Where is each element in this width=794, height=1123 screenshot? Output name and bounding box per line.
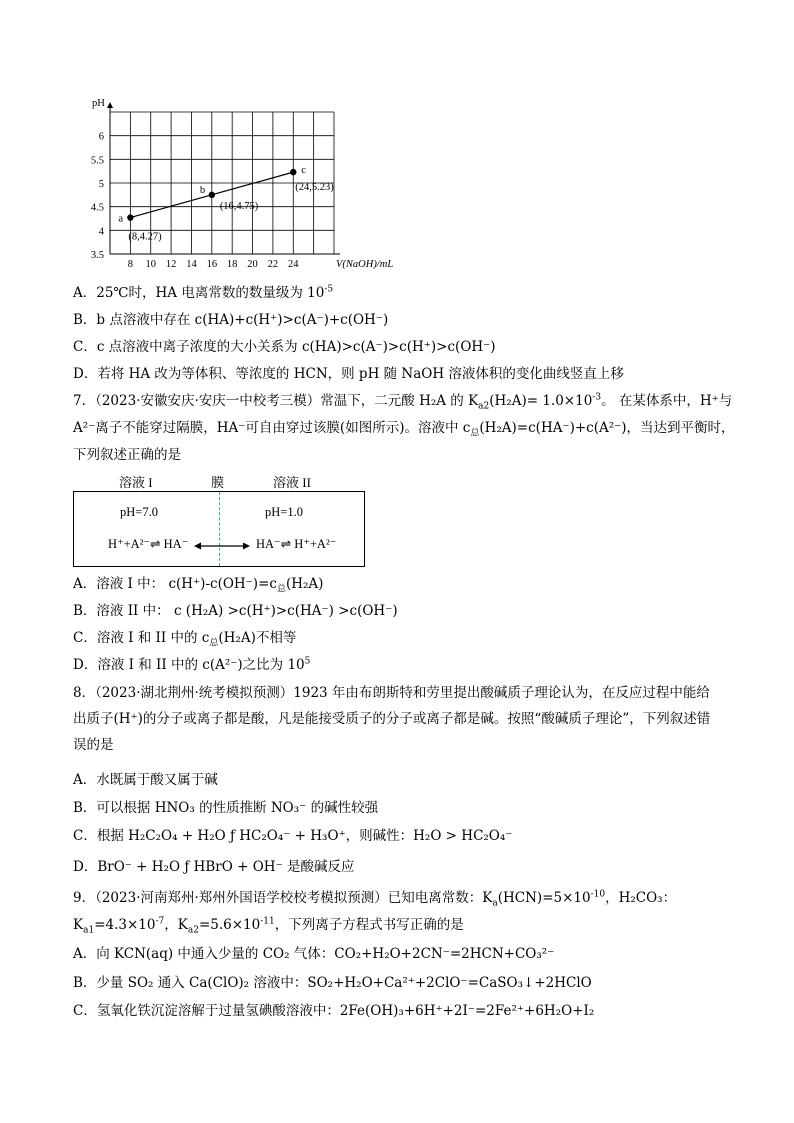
ph-titration-chart [84, 98, 394, 270]
q7-option-c: C．溶液 I 和 II 中的 $c_总(H_2A)$不相等 [73, 630, 297, 649]
y-tick-label: 5 [98, 179, 104, 190]
q7-stem-line1: 7．（2023·安徽安庆·安庆一中校考三模）常温下，二元酸 H₂A 的 $K_{a2}(H_2A)= 1.0\times 10^{-3}$。 在某体系中，H⁺与 [73, 392, 733, 412]
point-name-label: b [199, 184, 206, 196]
membrane-label: 膜 [211, 475, 225, 490]
q7-option-d: D．溶液 I 和 II 中的 c(A²⁻)之比为 $10^5$ [73, 656, 311, 673]
q6-option-d: D．若将 HA 改为等体积、等浓度的 HCN，则 pH 随 NaOH 溶液体积的变化曲线竖直上移 [73, 366, 624, 382]
ph-solution-2: pH=1.0 [265, 505, 303, 519]
q7-stem-line2: A²⁻离子不能穿过隔膜，HA⁻可自由穿过该膜(如图所示)。溶液中 $c_总(H_2A)=c(HA^-)+c(A^{2-})$，当达到平衡时， [73, 420, 735, 439]
data-point-c [290, 169, 296, 175]
data-point-b [209, 192, 215, 198]
q8-option-c: C．根据 H₂C₂O₄ + H₂O ƒ HC₂O₄⁻ + H₃O⁺，则碱性：H₂O > HC₂O₄⁻ [73, 828, 513, 844]
point-coord-label: (8,4.27) [128, 231, 162, 243]
q7-stem-line3: 下列叙述正确的是 [73, 447, 181, 463]
point-name-label: a [118, 213, 124, 225]
x-tick-label: 20 [247, 259, 258, 270]
q8-stem: 8．（2023·湖北荆州·统考模拟预测）1923 年由布朗斯特和劳里提出酸碱质子理论认为，在反应过程中能给出质子(H⁺)的分子或离子都是酸，凡是能接受质子的分子或离子都是碱。按照“酸碱质子理论”，下列叙述错误的是 [73, 685, 711, 753]
x-tick-label: 18 [226, 259, 238, 270]
equilibrium-solution-1: H⁺+A²⁻⇌ HA⁻ [108, 537, 189, 551]
q7-option-b: B．溶液 II 中： c (H₂A) >c(H⁺)>c(HA⁻) >c(OH⁻) [73, 603, 398, 619]
solution-1-label: 溶液 I [119, 475, 153, 490]
solution-2-label: 溶液 II [273, 475, 311, 490]
y-tick-label: 4 [98, 226, 104, 238]
y-axis-label: pH [92, 98, 105, 109]
q8-option-a: A．水既属于酸又属于碱 [73, 772, 218, 788]
q9-option-c: C．氢氧化铁沉淀溶解于过量氢碘酸溶液中：2Fe(OH)₃+6H⁺+2I⁻=2Fe²⁺+6H₂O+I₂ [73, 1003, 595, 1019]
q6-option-a: A．25℃时，HA 电离常数的数量级为 $10^{-5}$ [73, 284, 334, 301]
data-point-a [127, 214, 133, 220]
membrane-divider [219, 492, 220, 566]
q9-option-a: A．向 KCN(aq) 中通入少量的 CO₂ 气体：CO₂+H₂O+2CN⁻=2HCN+CO₃²⁻ [73, 946, 555, 962]
q9-stem-line2: $K_{a1}=4.3\times 10^{-7}$，$K_{a2}=5.6\times 10^{-11}$，下列离子方程式书写正确的是 [73, 916, 464, 936]
q6-option-b: B．b 点溶液中存在 c(HA)+c(H⁺)>c(A⁻)+c(OH⁻) [73, 312, 389, 328]
q9-stem-line1: 9．（2023·河南郑州·郑州外国语学校校考模拟预测）已知电离常数：$K_a(HCN)=5\times 10^{-10}$，H₂CO₃： [73, 889, 677, 909]
ph-solution-1: pH=7.0 [120, 505, 158, 519]
double-arrow-icon [194, 541, 250, 551]
y-tick-label: 4.5 [90, 202, 104, 214]
y-tick-label: 3.5 [90, 250, 104, 261]
q7-option-a: A．溶液 I 中： $c(H^+)-c(OH^-)=c_总(H_2A)$ [73, 576, 324, 595]
membrane-box [73, 491, 365, 567]
point-coord-label: (24,5.23) [295, 182, 334, 194]
x-tick-label: 22 [267, 259, 279, 270]
x-tick-label: 16 [206, 259, 218, 270]
q8-option-b: B．可以根据 HNO₃ 的性质推断 NO₃⁻ 的碱性较强 [73, 800, 379, 816]
x-axis-label: V(NaOH)/mL [336, 259, 394, 270]
q8-option-d: D．BrO⁻ + H₂O ƒ HBrO + OH⁻ 是酸碱反应 [73, 859, 355, 875]
y-tick-label: 6 [98, 131, 104, 143]
x-tick-label: 10 [145, 259, 156, 270]
x-tick-label: 8 [127, 259, 133, 270]
equilibrium-solution-2: HA⁻⇌ H⁺+A²⁻ [256, 537, 337, 551]
q9-option-b: B．少量 SO₂ 通入 Ca(ClO)₂ 溶液中：SO₂+H₂O+Ca²⁺+2ClO⁻=CaSO₃↓+2HClO [73, 975, 592, 991]
point-name-label: c [301, 165, 306, 177]
membrane-figure [73, 472, 365, 567]
y-tick-label: 5.5 [90, 155, 104, 167]
x-tick-label: 14 [186, 259, 197, 270]
q6-option-c: C．c 点溶液中离子浓度的大小关系为 c(HA)>c(A⁻)>c(H⁺)>c(OH⁻) [73, 339, 496, 355]
x-tick-label: 24 [288, 259, 299, 270]
point-coord-label: (16,4.75) [219, 200, 259, 212]
x-tick-label: 12 [165, 259, 177, 270]
y-axis-arrow-icon [107, 102, 113, 108]
